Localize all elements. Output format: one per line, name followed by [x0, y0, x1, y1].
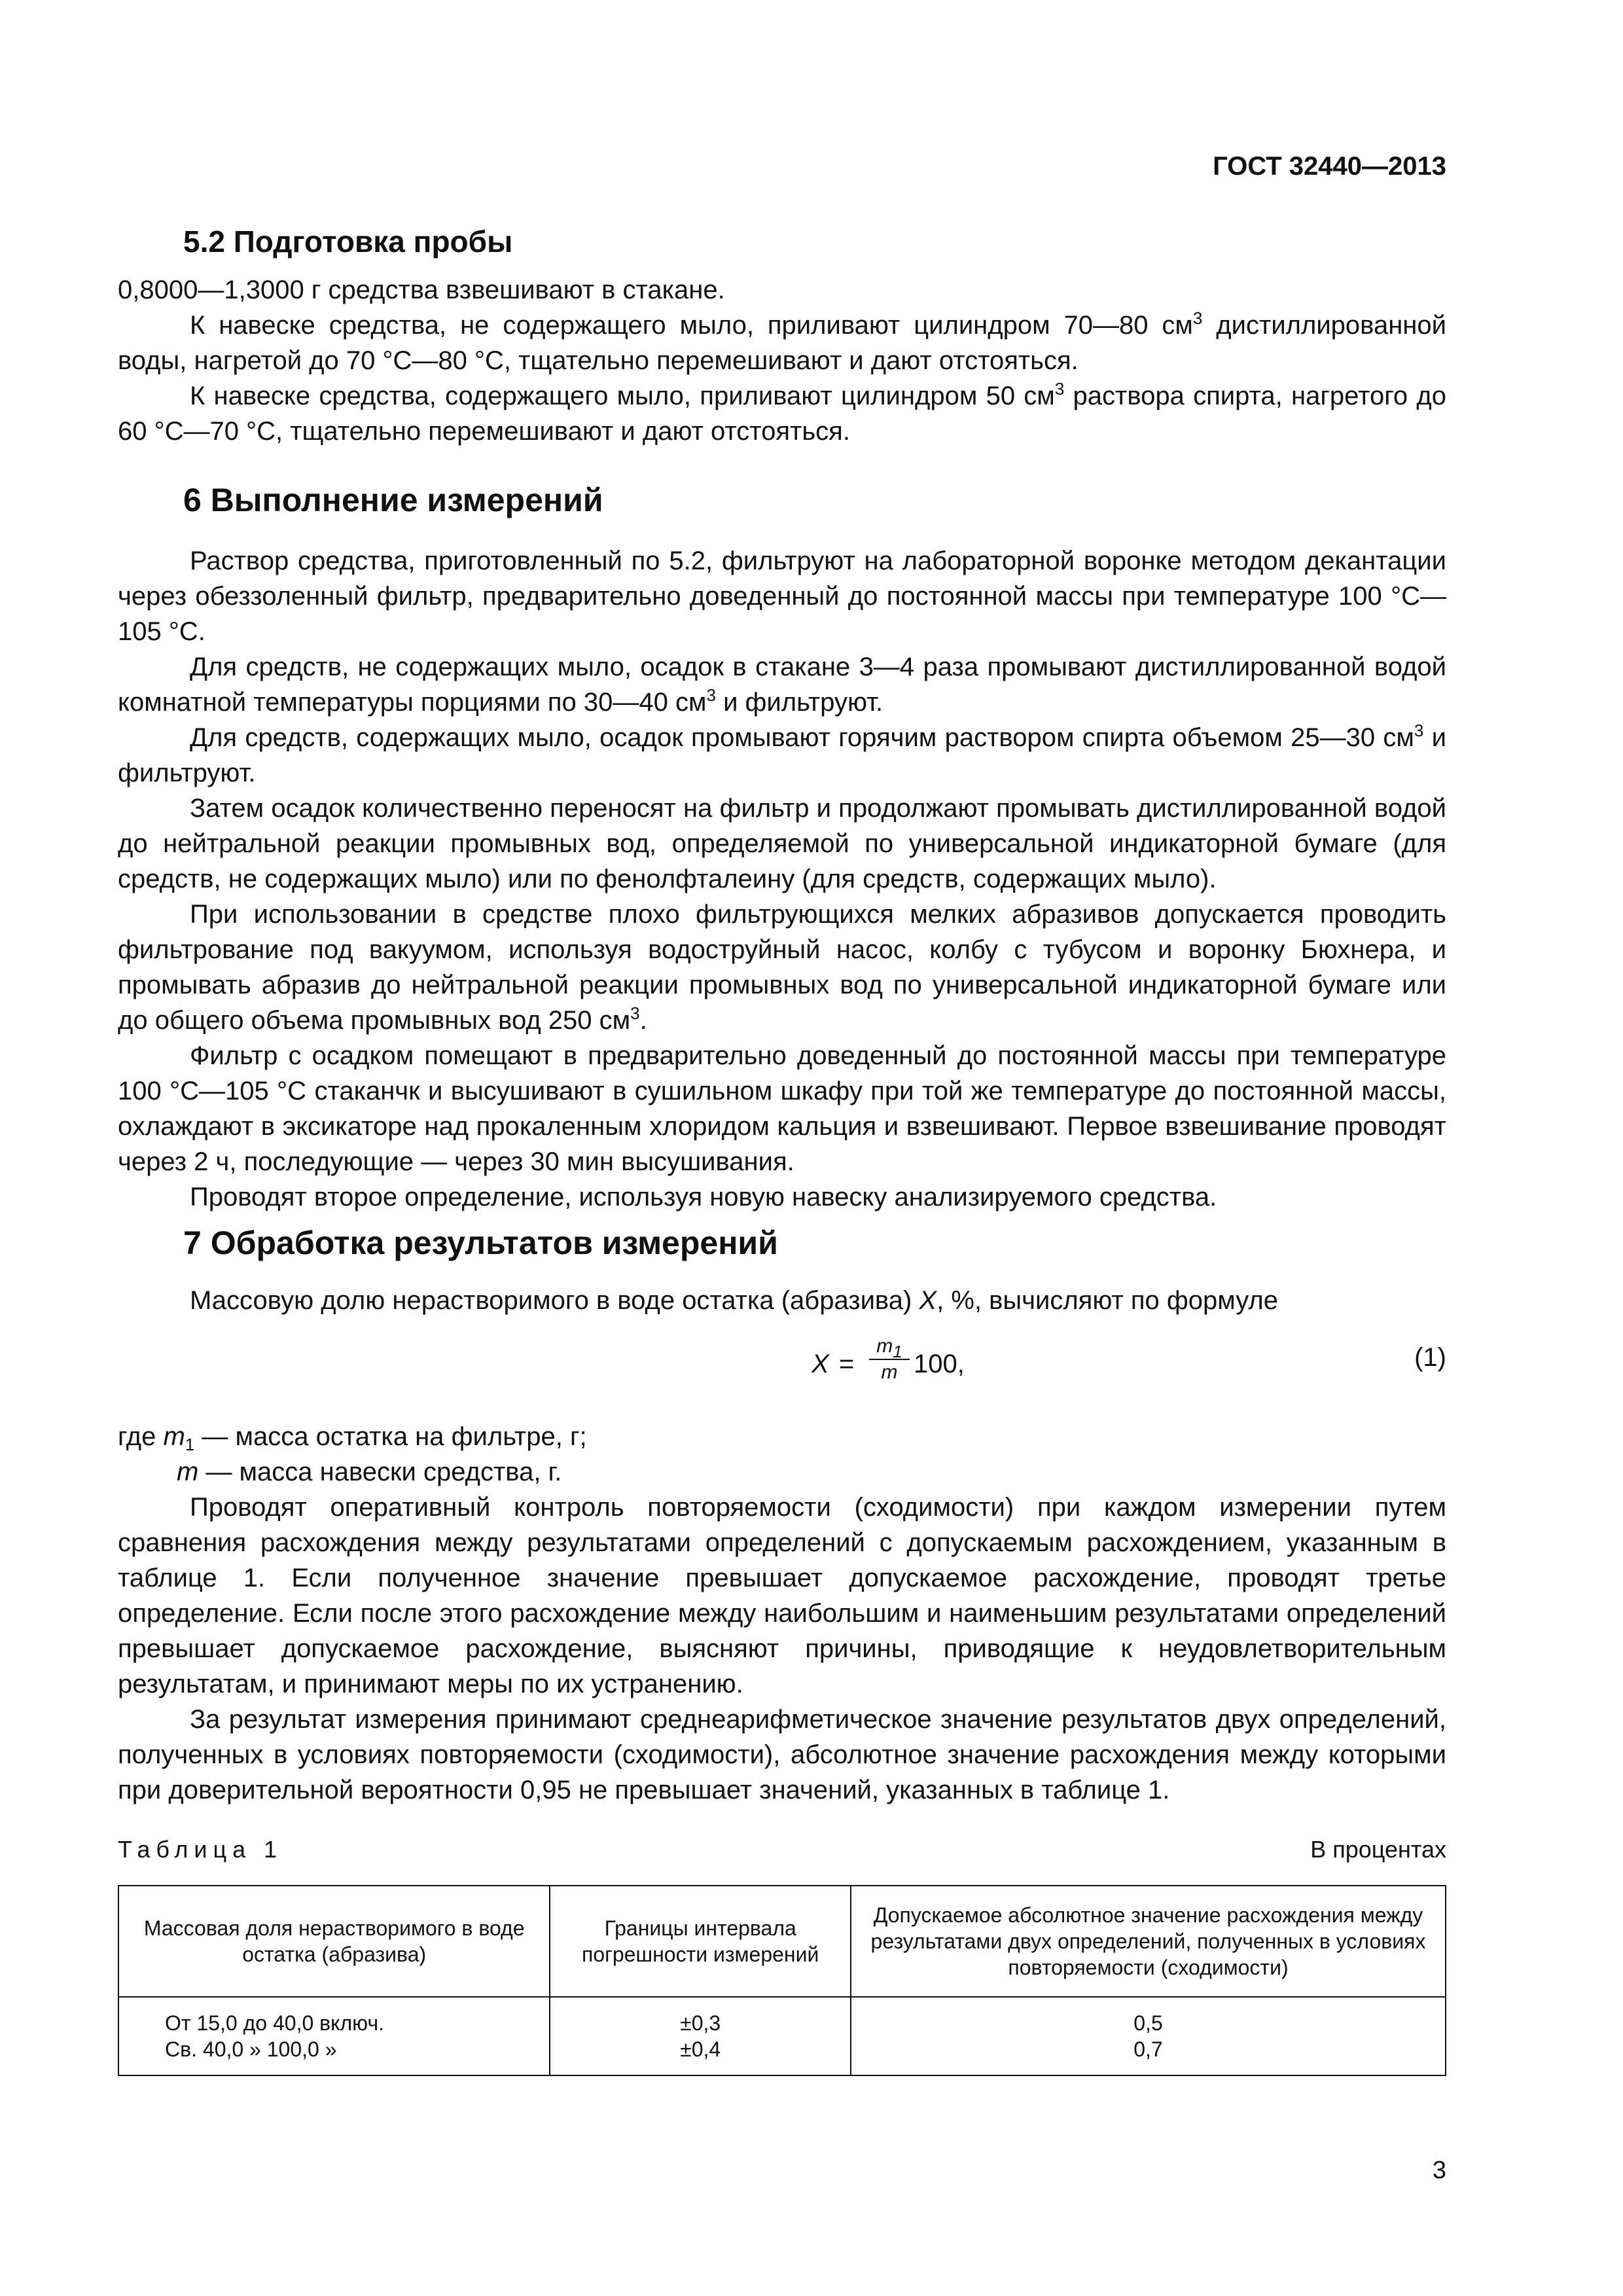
- paragraph: Массовую долю нерастворимого в воде остатка (абразива) X, %, вычисляют по формуле: [190, 1286, 1278, 1315]
- page-number: 3: [1432, 2157, 1446, 2184]
- formula-1: [694, 1335, 1021, 1401]
- paragraph: Проводят оперативный контроль повторяемости (сходимости) при каждом измерении путем сравнения расхождения между результатами определений с допускаемым расхождением, указанным в таблице 1. Если полученное значение превышает допускаемое расхождение, проводят третье определение. Если после этого расхождение между наибольшим и наименьшим результатами определений превышает допускаемое расхождение, выясняют причины, приводящие к неудовлетворительным результатам, и принимают меры по их устранению.: [118, 1493, 1446, 1698]
- formula-equals: =: [839, 1350, 855, 1378]
- table-header-cell: Границы интервала погрешности измерений: [550, 1886, 851, 1997]
- section-6-body: [118, 543, 1446, 1215]
- section-7-intro: [118, 1283, 1446, 1318]
- table-header-row: [118, 1886, 1446, 1997]
- table-cell: ±0,3: [680, 2011, 721, 2035]
- paragraph: Фильтр с осадком помещают в предварительно доведенный до постоянной массы при температуре 100 °С—105 °С стаканчк и высушивают в сушильном шкафу при той же температуре до постоянной массы, охлаждают в эксикаторе над прокаленным хлоридом кальция и взвешивают. Первое взвешивание проводят через 2 ч, последующие — через 30 мин высушивания.: [118, 1041, 1446, 1176]
- table-row: [118, 1997, 1446, 2075]
- table-caption: Таблица 1: [118, 1836, 283, 1863]
- formula-where-line-1: где $m_1$ — масса остатка на фильтре, г;: [118, 1422, 587, 1454]
- section-6-title: 6 Выполнение измерений: [183, 482, 603, 518]
- paragraph: К навеске средства, не содержащего мыло, приливают цилиндром 70—80 $см^3$ дистиллированной воды, нагретой до 70 °С—80 °С, тщательно перемешивают и дают отстояться.: [118, 308, 1446, 375]
- formula-tail: 100,: [914, 1350, 965, 1378]
- section-5-2-body: [118, 272, 1446, 449]
- table-cell: Св. 40,0 » 100,0 »: [165, 2037, 337, 2061]
- table-unit: В процентах: [1310, 1836, 1446, 1863]
- table-1: [118, 1885, 1446, 2076]
- paragraph: За результат измерения принимают среднеарифметическое значение результатов двух определений, полученных в условиях повторяемости (сходимости), абсолютное значение расхождения между которыми при доверительной вероятности 0,95 не превышает значений, указанных в таблице 1.: [118, 1705, 1446, 1804]
- paragraph: Раствор средства, приготовленный по 5.2, фильтруют на лабораторной воронке методом декантации через обеззоленный фильтр, предварительно доведенный до постоянной массы при температуре 100 °С—105 °С.: [118, 547, 1446, 646]
- table-cell: От 15,0 до 40,0 включ.: [165, 2011, 385, 2035]
- paragraph: Проводят второе определение, используя новую навеску анализируемого средства.: [190, 1183, 1217, 1211]
- formula-lhs: X: [812, 1350, 829, 1378]
- table-header-cell: Массовая доля нерастворимого в воде остатка (абразива): [118, 1886, 550, 1997]
- document-page: [118, 0, 1446, 2296]
- document-code: ГОСТ 32440—2013: [1213, 152, 1446, 181]
- paragraph: К навеске средства, содержащего мыло, приливают цилиндром 50 $см^3$ раствора спирта, нагретого до 60 °С—70 °С, тщательно перемешивают и дают отстояться.: [118, 379, 1446, 446]
- formula-number: (1): [1414, 1343, 1446, 1372]
- table-cell: 0,7: [1133, 2037, 1163, 2061]
- table-header-cell: Допускаемое абсолютное значение расхождения между результатами двух определений, полученных в условиях повторяемости (сходимости): [851, 1886, 1446, 1997]
- paragraph: 0,8000—1,3000 г средства взвешивают в стакане.: [118, 276, 725, 304]
- table-cell: ±0,4: [680, 2037, 721, 2061]
- section-7-title: 7 Обработка результатов измерений: [183, 1225, 778, 1261]
- section-7-body: [118, 1490, 1446, 1808]
- paragraph: Для средств, содержащих мыло, осадок промывают горячим раствором спирта объемом 25—30 $см^3$ и фильтруют.: [118, 721, 1446, 787]
- table-cell: 0,5: [1133, 2011, 1163, 2035]
- formula-where-line-2: m — масса навески средства, г.: [177, 1458, 562, 1486]
- paragraph: Затем осадок количественно переносят на фильтр и продолжают промывать дистиллированной водой до нейтральной реакции промывных вод, определяемой по универсальной индикаторной бумаге (для средств, не содержащих мыло) или по фенолфталеину (для средств, содержащих мыло).: [118, 794, 1446, 893]
- formula-fraction: $m_1$ m: [869, 1335, 910, 1384]
- paragraph: Для средств, не содержащих мыло, осадок в стакане 3—4 раза промывают дистиллированной водой комнатной температуры порциями по 30—40 $см^3$ и фильтруют.: [118, 653, 1446, 717]
- section-5-2-title: 5.2 Подготовка пробы: [183, 224, 513, 259]
- paragraph: При использовании в средстве плохо фильтрующихся мелких абразивов допускается проводить фильтрование под вакуумом, используя водоструйный насос, колбу с тубусом и воронку Бюхнера, и промывать абразив до нейтральной реакции промывных вод по универсальной индикаторной бумаге или до общего объема промывных вод 250 $см^3$.: [118, 900, 1446, 1035]
